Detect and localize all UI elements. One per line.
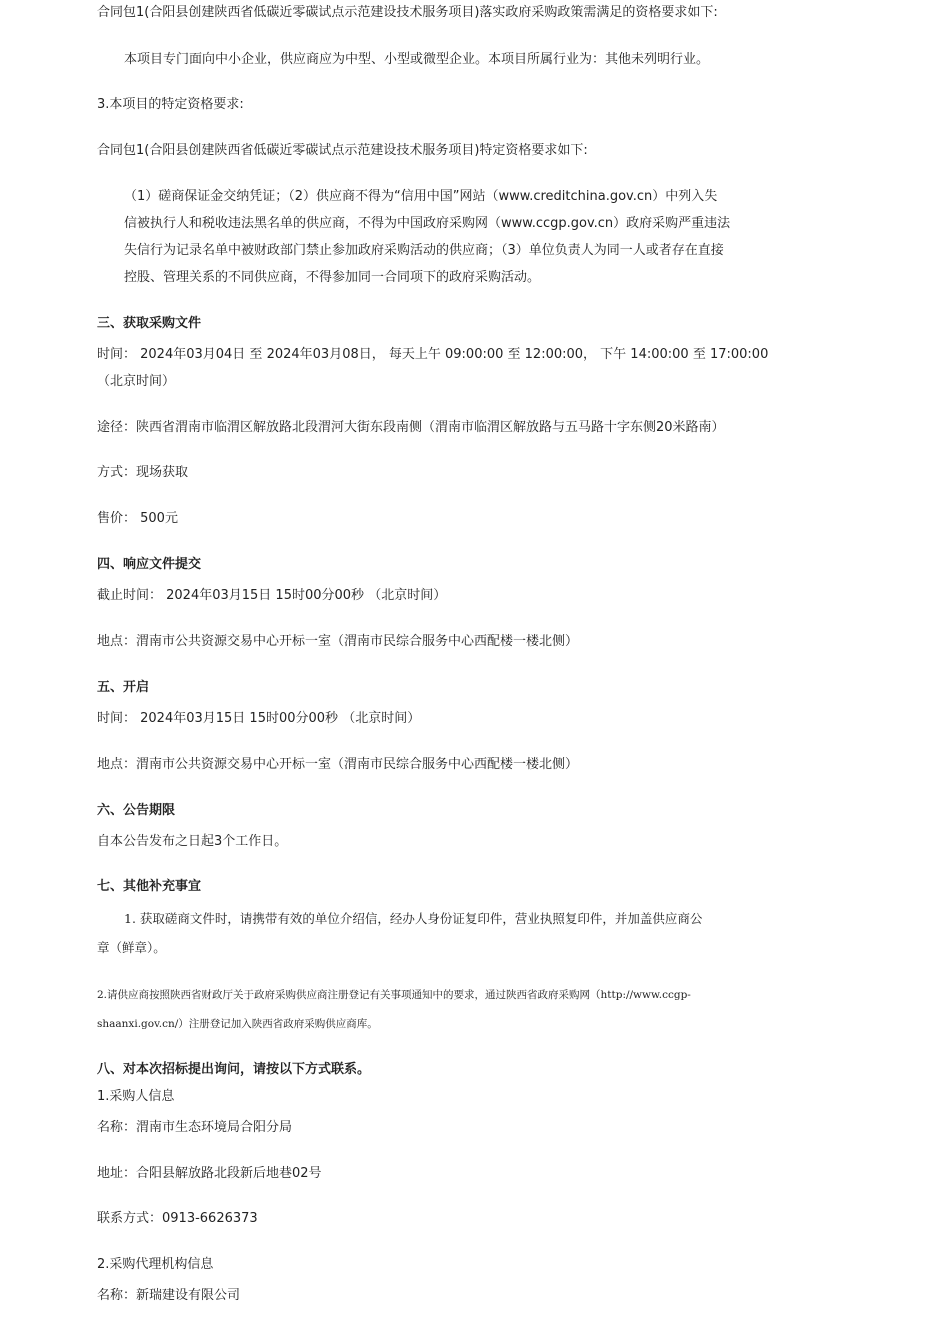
- text-line: 控股、管理关系的不同供应商，不得参加同一合同项下的政府采购活动。: [124, 270, 541, 285]
- section-heading: 三、获取采购文件: [97, 316, 202, 331]
- section-heading: 六、公告期限: [97, 803, 176, 818]
- section-heading: 八、对本次招标提出询问，请按以下方式联系。: [97, 1062, 371, 1077]
- text-line: 信被执行人和税收违法黑名单的供应商，不得为中国政府采购网（www.ccgp.gov.cn）政府采购严重违法: [124, 216, 731, 231]
- text-line: 地点：渭南市公共资源交易中心开标一室（渭南市民综合服务中心西配楼一楼北侧）: [97, 634, 579, 649]
- text-line: 时间： 2024年03月04日 至 2024年03月08日， 每天上午 09:00:00 至 12:00:00， 下午 14:00:00 至 17:00:00: [97, 347, 769, 362]
- text-line: 名称：新瑞建设有限公司: [97, 1288, 241, 1303]
- text-line: 3.本项目的特定资格要求:: [97, 97, 244, 112]
- text-line: 地点：渭南市公共资源交易中心开标一室（渭南市民综合服务中心西配楼一楼北侧）: [97, 757, 579, 772]
- text-line: 售价： 500元: [97, 511, 178, 526]
- text-line: 1. 获取磋商文件时，请携带有效的单位介绍信，经办人身份证复印件，营业执照复印件，并加盖供应商公: [124, 911, 703, 926]
- text-line: 地址：合阳县解放路北段新后地巷02号: [97, 1166, 322, 1181]
- section-heading: 四、响应文件提交: [97, 557, 202, 572]
- text-line: shaanxi.gov.cn/）注册登记加入陕西省政府采购供应商库。: [97, 1018, 378, 1030]
- text-line: 自本公告发布之日起3个工作日。: [97, 834, 288, 849]
- text-line: 1.采购人信息: [97, 1089, 175, 1104]
- text-line: （1）磋商保证金交纳凭证；（2）供应商不得为“信用中国”网站（www.creditchina.gov.cn）中列入失: [124, 189, 718, 204]
- text-line: 2.请供应商按照陕西省财政厅关于政府采购供应商注册登记有关事项通知中的要求，通过陕西省政府采购网（http://www.ccgp-: [97, 989, 691, 1001]
- text-line: 名称：渭南市生态环境局合阳分局: [97, 1120, 293, 1135]
- text-line: 时间： 2024年03月15日 15时00分00秒 （北京时间）: [97, 711, 421, 726]
- text-line: 本项目专门面向中小企业，供应商应为中型、小型或微型企业。本项目所属行业为：其他未列明行业。: [124, 52, 710, 67]
- text-line: 方式：现场获取: [97, 465, 189, 480]
- text-line: 截止时间： 2024年03月15日 15时00分00秒 （北京时间）: [97, 588, 447, 603]
- text-line: 合同包1(合阳县创建陕西省低碳近零碳试点示范建设技术服务项目)特定资格要求如下:: [97, 143, 588, 158]
- text-line: 章（鲜章）。: [97, 940, 166, 955]
- text-line: 合同包1(合阳县创建陕西省低碳近零碳试点示范建设技术服务项目)落实政府采购政策需满足的资格要求如下:: [97, 5, 718, 20]
- text-line: 联系方式：0913-6626373: [97, 1211, 258, 1226]
- text-line: 失信行为记录名单中被财政部门禁止参加政府采购活动的供应商；（3）单位负责人为同一人或者存在直接: [124, 243, 724, 258]
- section-heading: 五、开启: [97, 680, 150, 695]
- section-heading: 七、其他补充事宜: [97, 879, 202, 894]
- text-line: 2.采购代理机构信息: [97, 1257, 214, 1272]
- text-line: （北京时间）: [97, 374, 176, 389]
- text-line: 途径：陕西省渭南市临渭区解放路北段渭河大街东段南侧（渭南市临渭区解放路与五马路十字东侧20米路南）: [97, 420, 725, 435]
